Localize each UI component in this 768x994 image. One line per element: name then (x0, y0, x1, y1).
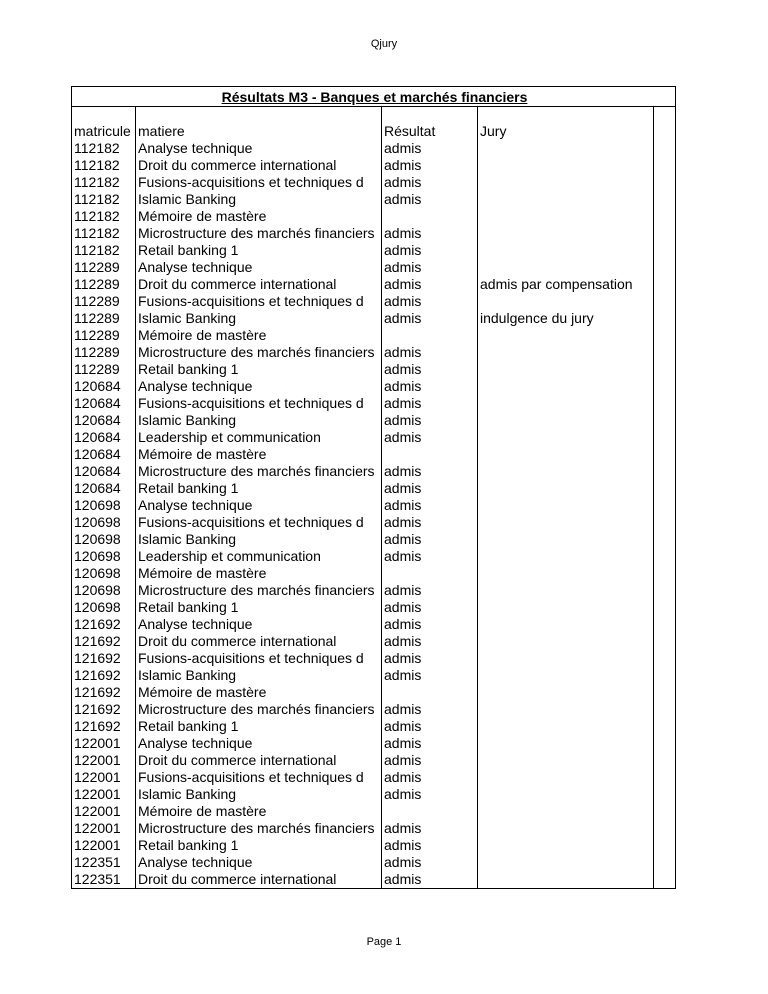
matiere-cell: Retail banking 1 (136, 718, 382, 735)
column-header-matricule: matricule (74, 123, 131, 139)
jury-cell (478, 395, 654, 412)
table-row (72, 361, 676, 378)
matricule-cell: 121692 (74, 701, 121, 717)
resultat-cell: admis (382, 752, 478, 769)
resultat-cell: admis (382, 191, 478, 208)
jury-cell (478, 174, 654, 191)
resultat-cell (382, 565, 478, 582)
matiere-cell: Analyse technique (136, 854, 382, 871)
matricule-cell: 112182 (74, 157, 120, 173)
table-row (72, 548, 676, 565)
matricule-cell: 112289 (74, 361, 120, 377)
table-row (72, 718, 676, 735)
resultat-cell: admis (382, 140, 478, 157)
matricule-cell: 120684 (74, 463, 121, 479)
matiere-cell: Islamic Banking (136, 531, 382, 548)
resultat-cell: admis (382, 276, 478, 293)
table-row (72, 191, 676, 208)
matiere-cell: Analyse technique (136, 259, 382, 276)
matiere-cell: Microstructure des marchés financiers (136, 344, 382, 361)
jury-cell (478, 616, 654, 633)
jury-cell (478, 531, 654, 548)
matricule-cell: 112182 (74, 225, 120, 241)
table-row (72, 837, 676, 854)
jury-cell (478, 480, 654, 497)
resultat-cell: admis (382, 242, 478, 259)
matricule-cell: 112289 (74, 259, 120, 275)
blank-row (72, 107, 676, 124)
matiere-cell: Mémoire de mastère (136, 684, 382, 701)
matiere-cell: Retail banking 1 (136, 837, 382, 854)
jury-cell (478, 752, 654, 769)
matricule-cell: 122351 (74, 854, 121, 870)
resultat-cell: admis (382, 497, 478, 514)
jury-cell (478, 191, 654, 208)
table-row (72, 752, 676, 769)
matricule-cell: 120698 (74, 599, 121, 615)
table-row (72, 429, 676, 446)
jury-cell (478, 786, 654, 803)
resultat-cell: admis (382, 837, 478, 854)
jury-cell (478, 565, 654, 582)
matiere-cell: Retail banking 1 (136, 242, 382, 259)
resultat-cell: admis (382, 412, 478, 429)
jury-cell: indulgence du jury (478, 310, 654, 327)
jury-cell (478, 344, 654, 361)
jury-cell (478, 412, 654, 429)
matricule-cell: 120684 (74, 378, 121, 394)
table-row (72, 463, 676, 480)
matiere-cell: Analyse technique (136, 497, 382, 514)
resultat-cell: admis (382, 310, 478, 327)
table-row (72, 701, 676, 718)
table-row (72, 820, 676, 837)
resultat-cell: admis (382, 514, 478, 531)
matricule-cell: 112182 (74, 140, 120, 156)
resultat-cell: admis (382, 786, 478, 803)
table-row (72, 599, 676, 616)
matiere-cell: Analyse technique (136, 616, 382, 633)
table-row (72, 259, 676, 276)
resultat-cell: admis (382, 667, 478, 684)
jury-cell (478, 837, 654, 854)
matricule-cell: 122001 (74, 820, 121, 836)
matricule-cell: 112182 (74, 174, 120, 190)
matiere-cell: Fusions-acquisitions et techniques d (136, 293, 382, 310)
matiere-cell: Analyse technique (136, 735, 382, 752)
matiere-cell: Retail banking 1 (136, 361, 382, 378)
table-row (72, 803, 676, 820)
matricule-cell: 120684 (74, 412, 121, 428)
resultat-cell: admis (382, 531, 478, 548)
matiere-cell: Leadership et communication (136, 429, 382, 446)
resultat-cell: admis (382, 259, 478, 276)
column-header-jury: Jury (478, 123, 654, 140)
resultat-cell: admis (382, 718, 478, 735)
matiere-cell: Mémoire de mastère (136, 565, 382, 582)
matricule-cell: 121692 (74, 667, 121, 683)
table-row (72, 633, 676, 650)
matricule-cell: 122001 (74, 769, 121, 785)
title-row (72, 87, 676, 107)
table-row (72, 667, 676, 684)
matiere-cell: Droit du commerce international (136, 276, 382, 293)
jury-cell (478, 854, 654, 871)
matricule-cell: 122001 (74, 837, 121, 853)
matiere-cell: Leadership et communication (136, 548, 382, 565)
jury-cell (478, 429, 654, 446)
jury-cell (478, 684, 654, 701)
matricule-cell: 112182 (74, 208, 120, 224)
matricule-cell: 120698 (74, 565, 121, 581)
resultat-cell (382, 803, 478, 820)
matricule-cell: 122001 (74, 752, 121, 768)
matiere-cell: Microstructure des marchés financiers (136, 701, 382, 718)
matricule-cell: 120698 (74, 514, 121, 530)
jury-cell (478, 446, 654, 463)
matricule-cell: 112289 (74, 310, 120, 326)
table-row (72, 412, 676, 429)
column-header-resultat: Résultat (382, 123, 478, 140)
resultat-cell: admis (382, 344, 478, 361)
resultat-cell: admis (382, 293, 478, 310)
table-row (72, 225, 676, 242)
table-row (72, 735, 676, 752)
matiere-cell: Islamic Banking (136, 191, 382, 208)
table-row (72, 446, 676, 463)
matiere-cell: Microstructure des marchés financiers (136, 225, 382, 242)
jury-cell (478, 140, 654, 157)
header-row (72, 123, 676, 140)
matiere-cell: Droit du commerce international (136, 871, 382, 889)
matiere-cell: Microstructure des marchés financiers (136, 820, 382, 837)
matiere-cell: Analyse technique (136, 140, 382, 157)
table-row (72, 344, 676, 361)
table-row (72, 174, 676, 191)
matricule-cell: 122001 (74, 786, 121, 802)
matiere-cell: Fusions-acquisitions et techniques d (136, 395, 382, 412)
table-row (72, 871, 676, 889)
resultat-cell: admis (382, 701, 478, 718)
jury-cell (478, 650, 654, 667)
jury-cell (478, 582, 654, 599)
matiere-cell: Microstructure des marchés financiers (136, 463, 382, 480)
matricule-cell: 121692 (74, 718, 121, 734)
table-row (72, 242, 676, 259)
matiere-cell: Retail banking 1 (136, 599, 382, 616)
resultat-cell: admis (382, 871, 478, 889)
matricule-cell: 120698 (74, 582, 121, 598)
resultat-cell: admis (382, 735, 478, 752)
jury-cell (478, 157, 654, 174)
table-row (72, 497, 676, 514)
jury-cell (478, 820, 654, 837)
jury-cell (478, 259, 654, 276)
jury-cell (478, 701, 654, 718)
jury-cell (478, 497, 654, 514)
page-footer: Page 1 (366, 936, 402, 948)
resultat-cell: admis (382, 616, 478, 633)
matiere-cell: Fusions-acquisitions et techniques d (136, 514, 382, 531)
page-header: Qjury (370, 38, 398, 50)
matricule-cell: 122351 (74, 871, 121, 887)
resultat-cell: admis (382, 225, 478, 242)
resultat-cell: admis (382, 854, 478, 871)
matiere-cell: Analyse technique (136, 378, 382, 395)
table-row (72, 208, 676, 225)
table-row (72, 616, 676, 633)
table-row (72, 310, 676, 327)
resultat-cell: admis (382, 769, 478, 786)
matricule-cell: 121692 (74, 684, 121, 700)
jury-cell (478, 293, 654, 310)
resultat-cell (382, 684, 478, 701)
matricule-cell: 121692 (74, 616, 121, 632)
jury-cell (478, 208, 654, 225)
matiere-cell: Islamic Banking (136, 412, 382, 429)
matiere-cell: Islamic Banking (136, 786, 382, 803)
column-header-matiere: matiere (136, 123, 382, 140)
table-row (72, 684, 676, 701)
jury-cell (478, 548, 654, 565)
results-table (71, 86, 676, 889)
matricule-cell: 112289 (74, 344, 120, 360)
matiere-cell: Mémoire de mastère (136, 327, 382, 344)
matiere-cell: Retail banking 1 (136, 480, 382, 497)
table-row (72, 395, 676, 412)
matricule-cell: 112182 (74, 242, 120, 258)
table-row (72, 378, 676, 395)
matiere-cell: Droit du commerce international (136, 633, 382, 650)
jury-cell (478, 735, 654, 752)
jury-cell (478, 242, 654, 259)
table-row (72, 854, 676, 871)
resultat-cell: admis (382, 378, 478, 395)
resultat-cell: admis (382, 174, 478, 191)
resultat-cell: admis (382, 429, 478, 446)
matiere-cell: Fusions-acquisitions et techniques d (136, 174, 382, 191)
resultat-cell: admis (382, 157, 478, 174)
resultat-cell: admis (382, 582, 478, 599)
jury-cell (478, 327, 654, 344)
matiere-cell: Droit du commerce international (136, 752, 382, 769)
matiere-cell: Islamic Banking (136, 667, 382, 684)
table-row (72, 157, 676, 174)
matricule-cell: 120684 (74, 429, 121, 445)
resultat-cell: admis (382, 548, 478, 565)
resultat-cell: admis (382, 599, 478, 616)
jury-cell (478, 361, 654, 378)
jury-cell (478, 667, 654, 684)
table-title: Résultats M3 - Banques et marchés financiers (221, 89, 528, 105)
table-row (72, 565, 676, 582)
table-row (72, 276, 676, 293)
table-row (72, 582, 676, 599)
jury-cell (478, 599, 654, 616)
matiere-cell: Fusions-acquisitions et techniques d (136, 769, 382, 786)
matiere-cell: Microstructure des marchés financiers (136, 582, 382, 599)
resultat-cell: admis (382, 650, 478, 667)
resultat-cell: admis (382, 820, 478, 837)
table-row (72, 140, 676, 157)
jury-cell (478, 378, 654, 395)
resultat-cell: admis (382, 633, 478, 650)
matricule-cell: 121692 (74, 633, 121, 649)
matiere-cell: Mémoire de mastère (136, 208, 382, 225)
table-row (72, 514, 676, 531)
matricule-cell: 112289 (74, 293, 120, 309)
jury-cell (478, 633, 654, 650)
matricule-cell: 120684 (74, 480, 121, 496)
resultat-cell (382, 327, 478, 344)
matricule-cell: 120684 (74, 395, 121, 411)
matricule-cell: 121692 (74, 650, 121, 666)
table-row (72, 531, 676, 548)
jury-cell (478, 718, 654, 735)
table-row (72, 480, 676, 497)
matiere-cell: Droit du commerce international (136, 157, 382, 174)
matricule-cell: 120698 (74, 548, 121, 564)
matiere-cell: Fusions-acquisitions et techniques d (136, 650, 382, 667)
resultat-cell: admis (382, 395, 478, 412)
table-row (72, 293, 676, 310)
jury-cell (478, 769, 654, 786)
jury-cell (478, 463, 654, 480)
matricule-cell: 112289 (74, 276, 120, 292)
resultat-cell: admis (382, 361, 478, 378)
matricule-cell: 120684 (74, 446, 121, 462)
matricule-cell: 122001 (74, 735, 121, 751)
matiere-cell: Mémoire de mastère (136, 446, 382, 463)
matiere-cell: Islamic Banking (136, 310, 382, 327)
matricule-cell: 112289 (74, 327, 120, 343)
jury-cell (478, 803, 654, 820)
table-row (72, 650, 676, 667)
matricule-cell: 120698 (74, 497, 121, 513)
resultat-cell (382, 208, 478, 225)
jury-cell (478, 225, 654, 242)
jury-cell: admis par compensation (478, 276, 654, 293)
table-row (72, 786, 676, 803)
matricule-cell: 122001 (74, 803, 121, 819)
jury-cell (478, 871, 654, 889)
jury-cell (478, 514, 654, 531)
matricule-cell: 120698 (74, 531, 121, 547)
resultat-cell: admis (382, 480, 478, 497)
table-row (72, 769, 676, 786)
matricule-cell: 112182 (74, 191, 120, 207)
resultat-cell: admis (382, 463, 478, 480)
matiere-cell: Mémoire de mastère (136, 803, 382, 820)
resultat-cell (382, 446, 478, 463)
table-row (72, 327, 676, 344)
